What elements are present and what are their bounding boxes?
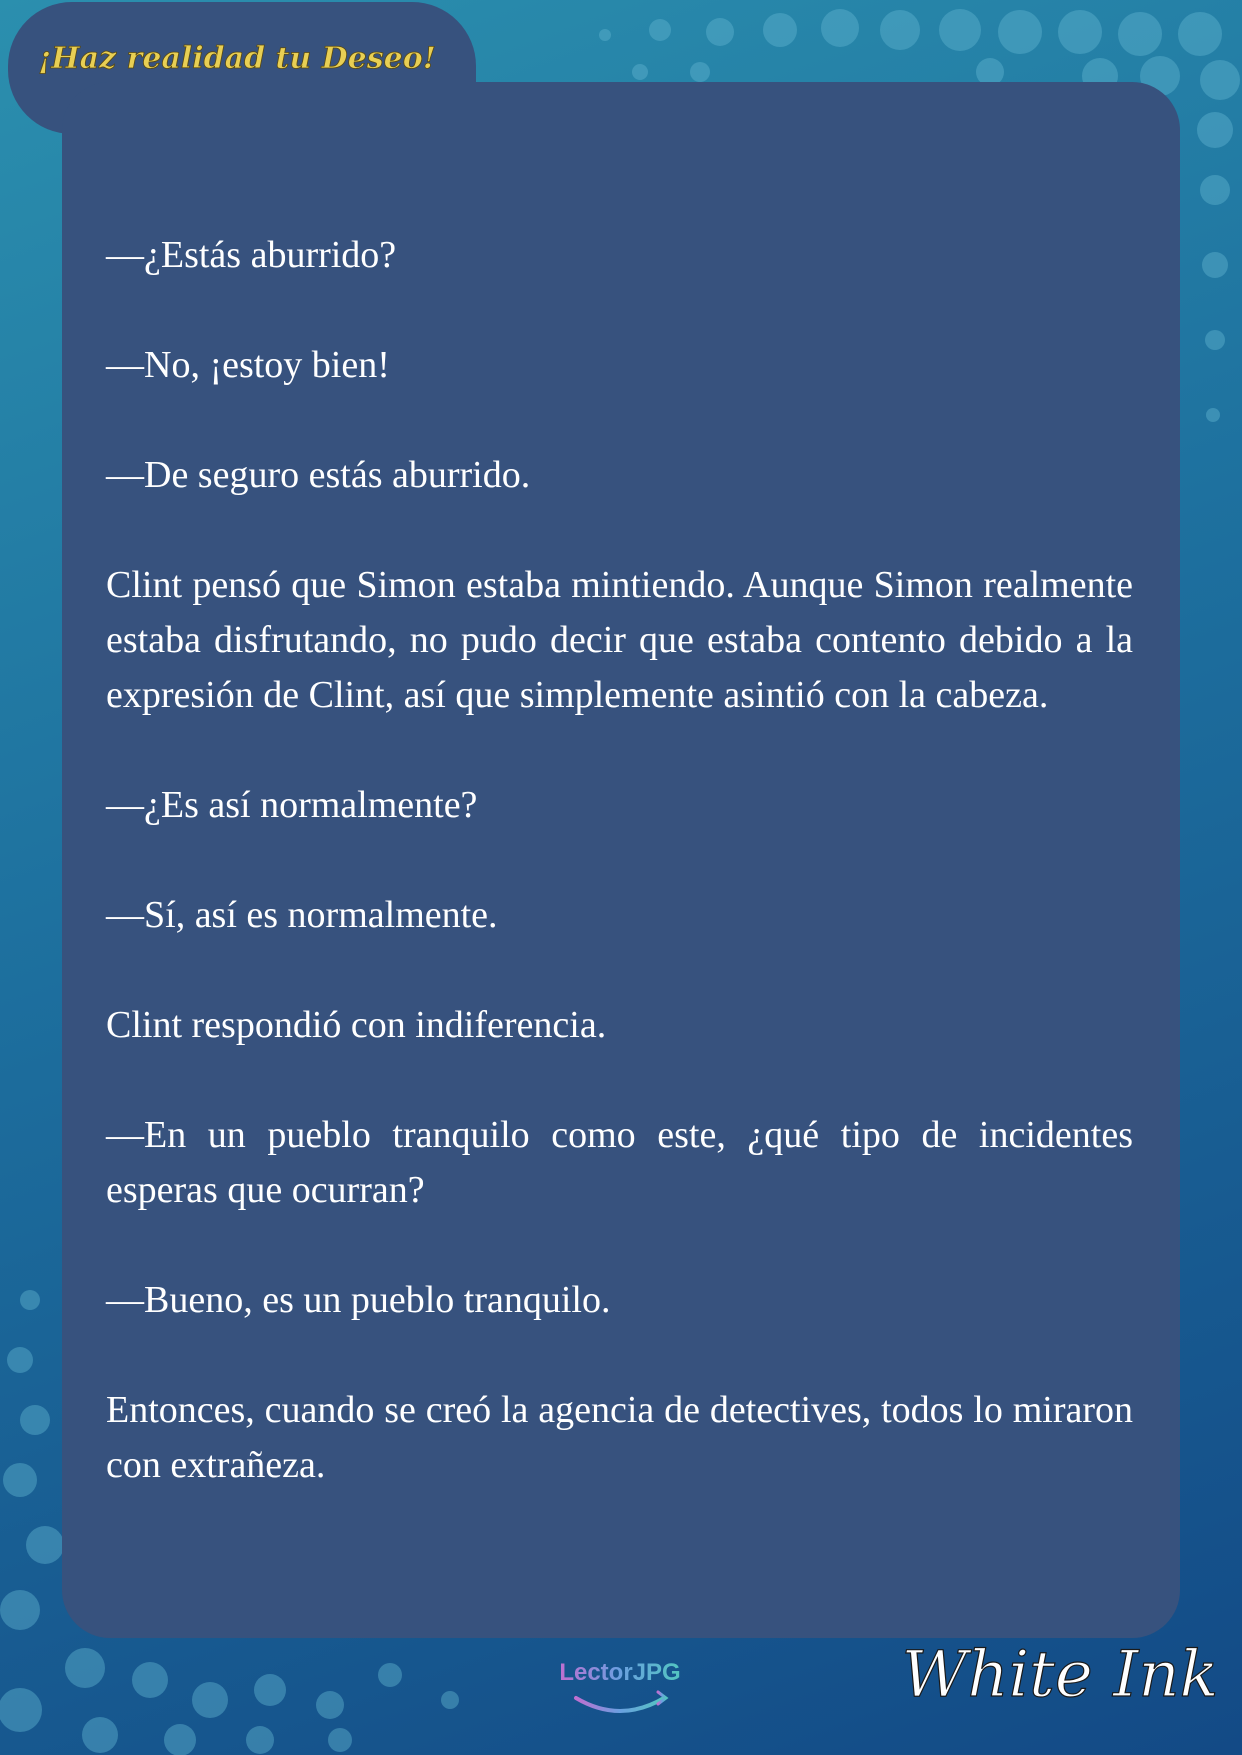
story-paragraph: —Bueno, es un pueblo tranquilo. (106, 1279, 611, 1321)
story-paragraph: —Sí, así es normalmente. (106, 894, 498, 936)
story-paragraph: Entonces, cuando se creó la agencia de detectives, todos lo miraron con extrañeza. (106, 1389, 1133, 1486)
lectorjpg-watermark (540, 1652, 700, 1732)
logo-text: ¡Haz realidad tu Deseo! (38, 41, 436, 76)
story-paragraph: —¿Es así normalmente? (106, 784, 478, 826)
story-text (106, 228, 1133, 1548)
story-paragraph: Clint pensó que Simon estaba mintiendo. Aunque Simon realmente estaba disfrutando, no pudo decir que estaba contento debido a la expresión de Clint, así que simplemente asintió con la cabeza. (106, 564, 1133, 716)
watermark-text: LectorJPG (559, 1659, 681, 1686)
white-ink-signature (901, 1612, 1219, 1732)
haz-realidad-logo (38, 18, 436, 124)
story-paragraph: —En un pueblo tranquilo como este, ¿qué tipo de incidentes esperas que ocurran? (106, 1114, 1133, 1211)
story-paragraph: —De seguro estás aburrido. (106, 454, 531, 496)
story-paragraph: Clint respondió con indiferencia. (106, 1004, 607, 1046)
story-paragraph: —¿Estás aburrido? (106, 234, 397, 276)
signature-text: White Ink (901, 1638, 1219, 1712)
story-paragraph: —No, ¡estoy bien! (106, 344, 390, 386)
